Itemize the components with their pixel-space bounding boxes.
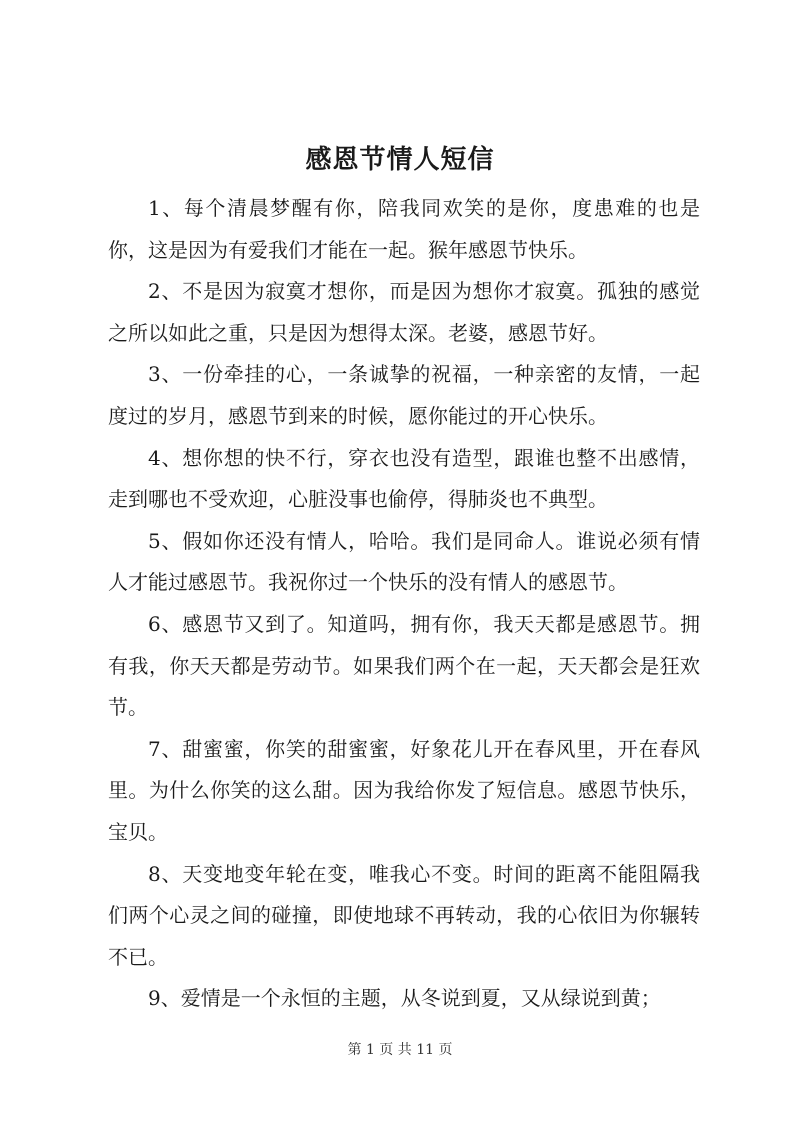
paragraph-5: 5、假如你还没有情人，哈哈。我们是同命人。谁说必须有情人才能过感恩节。我祝你过一个快乐的没有情人的感恩节。 — [108, 528, 700, 595]
page-number-footer: 第 1 页 共 11 页 — [347, 1042, 453, 1058]
paragraph-4: 4、想你想的快不行，穿衣也没有造型，跟谁也整不出感情，走到哪也不受欢迎，心脏没事也偷停，得肺炎也不典型。 — [108, 445, 700, 512]
document-title: 感恩节情人短信 — [305, 145, 495, 175]
paragraph-9: 9、爱情是一个永恒的主题，从冬说到夏，又从绿说到黄； — [148, 986, 661, 1011]
paragraph-7: 7、甜蜜蜜，你笑的甜蜜蜜，好象花儿开在春风里，开在春风里。为什么你笑的这么甜。因为我给你发了短信息。感恩节快乐，宝贝。 — [108, 736, 700, 844]
paragraph-6: 6、感恩节又到了。知道吗，拥有你，我天天都是感恩节。拥有我，你天天都是劳动节。如果我们两个在一起，天天都会是狂欢节。 — [108, 611, 700, 720]
paragraph-2: 2、不是因为寂寞才想你，而是因为想你才寂寞。孤独的感觉之所以如此之重，只是因为想得太深。老婆，感恩节好。 — [108, 279, 700, 345]
paragraph-8: 8、天变地变年轮在变，唯我心不变。时间的距离不能阻隔我们两个心灵之间的碰撞，即使地球不再转动，我的心依旧为你辗转不已。 — [108, 861, 700, 969]
paragraph-3: 3、一份牵挂的心，一条诚挚的祝福，一种亲密的友情，一起度过的岁月，感恩节到来的时候，愿你能过的开心快乐。 — [108, 362, 700, 428]
paragraph-1: 1、每个清晨梦醒有你，陪我同欢笑的是你，度患难的也是你，这是因为有爱我们才能在一起。猴年感恩节快乐。 — [108, 196, 700, 262]
document-body — [108, 188, 700, 1020]
